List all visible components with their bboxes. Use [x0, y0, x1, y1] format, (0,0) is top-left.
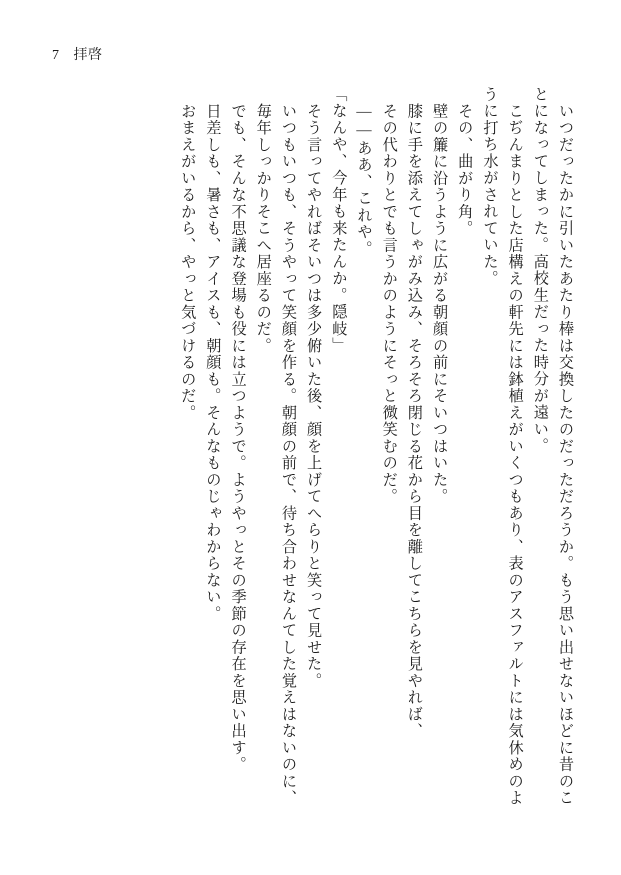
text-line: その代わりとでも言うかのようにそっと微笑むのだ。 — [380, 102, 398, 505]
text-line: 毎年しっかりそこへ居座るのだ。 — [254, 102, 272, 354]
text-line: ——ああ、これや。 — [355, 102, 373, 257]
text-line: うに打ち水がされていた。 — [481, 86, 499, 287]
text-line: こぢんまりとした店構えの軒先には鉢植えがいくつもあり、表のアスファルトには気休めのよ — [506, 102, 524, 806]
text-line: 日差しも、暑さも、アイスも、朝顔も。そんなものじゃわからない。 — [204, 102, 222, 622]
text-line: いつだったかに引いたあたり棒は交換したのだっただろうか。もう思い出せないほどに昔のこ — [557, 102, 574, 806]
text-line: 膝に手を添えてしゃがみ込み、そろそろ閉じる花から目を離してこちらを見やれば、 — [405, 102, 423, 739]
text-line: いつもいつも、そうやって笑顔を作る。朝顔の前で、待ち合わせなんてした覚えはないのに、 — [279, 102, 297, 806]
text-line: でも、そんな不思議な登場も役には立つようで。ようやっとその季節の存在を思い出す。 — [229, 102, 247, 773]
running-title: 拝啓 — [73, 48, 103, 63]
text-line: その、曲がり角。 — [456, 102, 474, 237]
page-number: 7 — [52, 48, 60, 63]
page-header — [52, 44, 103, 64]
text-line: 壁の簾に沿うように広がる朝顔の前にそいつはいた。 — [431, 102, 449, 505]
text-line: そう言ってやればそいつは多少俯いた後、顔を上げてへらりと笑って見せた。 — [305, 102, 323, 689]
text-line: 「なんや、今年も来たんか。隠岐」 — [330, 86, 348, 354]
text-line: とになってしまった。高校生だった時分が遠い。 — [531, 86, 549, 455]
vertical-text-body — [53, 86, 573, 826]
text-line: おまえがいるから、やっと気づけるのだ。 — [179, 102, 197, 421]
